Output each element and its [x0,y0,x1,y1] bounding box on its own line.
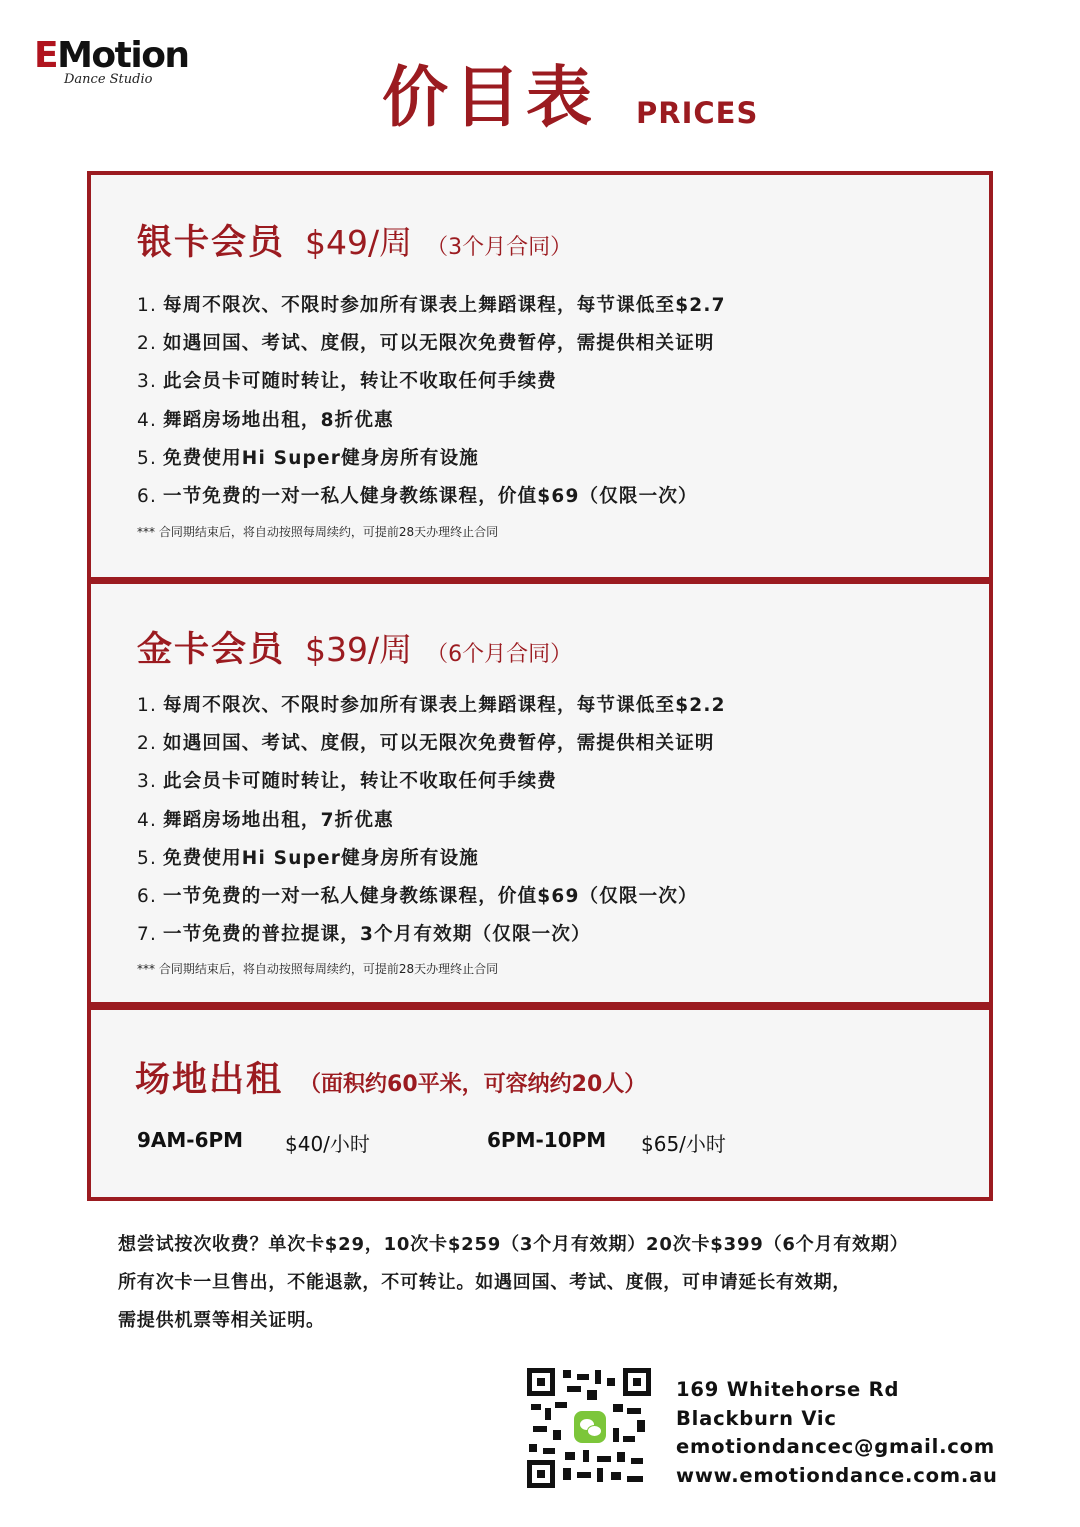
email-link[interactable]: emotiondancec@gmail.com [676,1435,995,1458]
room-rental-box [87,1006,993,1201]
list-item-text: 此会员卡可随时转让，转让不收取任何手续费 [163,771,558,793]
logo-letter-e: E [34,35,58,76]
list-item [137,763,726,801]
silver-membership-heading [137,215,572,265]
wechat-icon [574,1411,606,1443]
gold-membership-term: （6个月合同） [426,642,573,667]
list-item-number: 6. [137,885,158,907]
list-item [137,363,726,401]
silver-membership-name: 银卡会员 [137,223,286,263]
gold-membership-box [87,580,993,1006]
address-line-2: Blackburn Vic [676,1406,837,1430]
gold-renewal-note: *** 合同期结束后，将自动按照每周续约，可提前28天办理终止合同 [137,962,499,976]
list-item-number: 2. [137,333,158,355]
list-item-text: 每周不限次、不限时参加所有课表上舞蹈课程，每节课低至$2.2 [163,695,726,716]
rental-slot-evening-price: $65/小时 [641,1132,726,1156]
casual-pass-proof: 需提供机票等相关证明。 [118,1310,325,1331]
gold-membership-price: $39/周 [305,630,413,669]
qr-finder-top-left [527,1368,555,1396]
list-item-number: 1. [137,295,158,316]
silver-renewal-note: *** 合同期结束后，将自动按照每周续约，可提前28天办理终止合同 [137,525,499,539]
list-item-text: 免费使用Hi Super健身房所有设施 [163,447,479,469]
list-item-text: 一节免费的普拉提课，3个月有效期（仅限一次） [163,924,591,946]
list-item [137,725,726,763]
page-title: 价目表 [382,59,598,136]
silver-membership-price: $49/周 [305,223,413,262]
list-item [137,878,726,916]
room-rental-heading [135,1052,646,1102]
list-item-text: 舞蹈房场地出租，8折优惠 [163,409,394,431]
list-item-number: 5. [137,447,158,469]
list-item [137,325,726,363]
silver-membership-box [87,171,993,581]
casual-pass-info [118,1226,998,1340]
list-item-text: 一节免费的一对一私人健身教练课程，价值$69（仅限一次） [163,485,698,507]
list-item [137,287,726,325]
page-title-english: PRICES [636,96,759,130]
list-item-number: 1. [137,695,158,716]
list-item [137,478,726,516]
room-rental-title: 场地出租 [135,1060,284,1100]
list-item-text: 每周不限次、不限时参加所有课表上舞蹈课程，每节课低至$2.7 [163,295,726,316]
qr-finder-bottom-left [527,1460,555,1488]
logo-wordmark [34,35,194,76]
list-item [137,687,726,725]
rental-slot-evening-time: 6PM-10PM [487,1128,607,1152]
casual-pass-terms: 所有次卡一旦售出，不能退款，不可转让。如遇回国、考试、度假，可申请延长有效期， [118,1272,852,1293]
gold-benefits-list [137,687,726,954]
list-item-number: 6. [137,485,158,507]
silver-benefits-list [137,287,726,516]
list-item [137,802,726,840]
casual-pass-prices: 想尝试按次收费？单次卡$29，10次卡$259（3个月有效期）20次卡$399（6个月有效期） [118,1234,909,1255]
list-item-number: 2. [137,733,158,755]
list-item [137,840,726,878]
list-item-number: 4. [137,809,158,831]
list-item-number: 3. [137,371,158,393]
logo-letter-rest: Motion [57,35,189,76]
rental-slot-day-price: $40/小时 [285,1132,370,1156]
list-item-text: 如遇回国、考试、度假，可以无限次免费暂停，需提供相关证明 [163,733,715,755]
list-item [137,916,726,954]
qr-code-icon[interactable] [527,1368,651,1488]
list-item-text: 舞蹈房场地出租，7折优惠 [163,809,394,831]
rental-slot-day-time: 9AM-6PM [137,1128,244,1152]
qr-finder-top-right [623,1368,651,1396]
list-item-number: 4. [137,409,158,431]
address-line-1: 169 Whitehorse Rd [676,1378,900,1401]
list-item-text: 此会员卡可随时转让，转让不收取任何手续费 [163,371,558,393]
list-item-number: 3. [137,771,158,793]
list-item-text: 如遇回国、考试、度假，可以无限次免费暂停，需提供相关证明 [163,333,715,355]
list-item-text: 免费使用Hi Super健身房所有设施 [163,847,479,869]
studio-logo [34,35,194,90]
contact-info [676,1376,998,1490]
room-rental-capacity: （面积约60平米，可容纳约20人） [299,1072,647,1097]
list-item [137,402,726,440]
list-item-number: 5. [137,847,158,869]
silver-membership-term: （3个月合同） [426,235,573,260]
list-item-number: 7. [137,924,158,946]
gold-membership-name: 金卡会员 [137,630,286,670]
list-item-text: 一节免费的一对一私人健身教练课程，价值$69（仅限一次） [163,885,698,907]
logo-subtitle: Dance Studio [64,72,153,87]
gold-membership-heading [137,622,572,672]
website-link[interactable]: www.emotiondance.com.au [676,1463,998,1487]
list-item [137,440,726,478]
